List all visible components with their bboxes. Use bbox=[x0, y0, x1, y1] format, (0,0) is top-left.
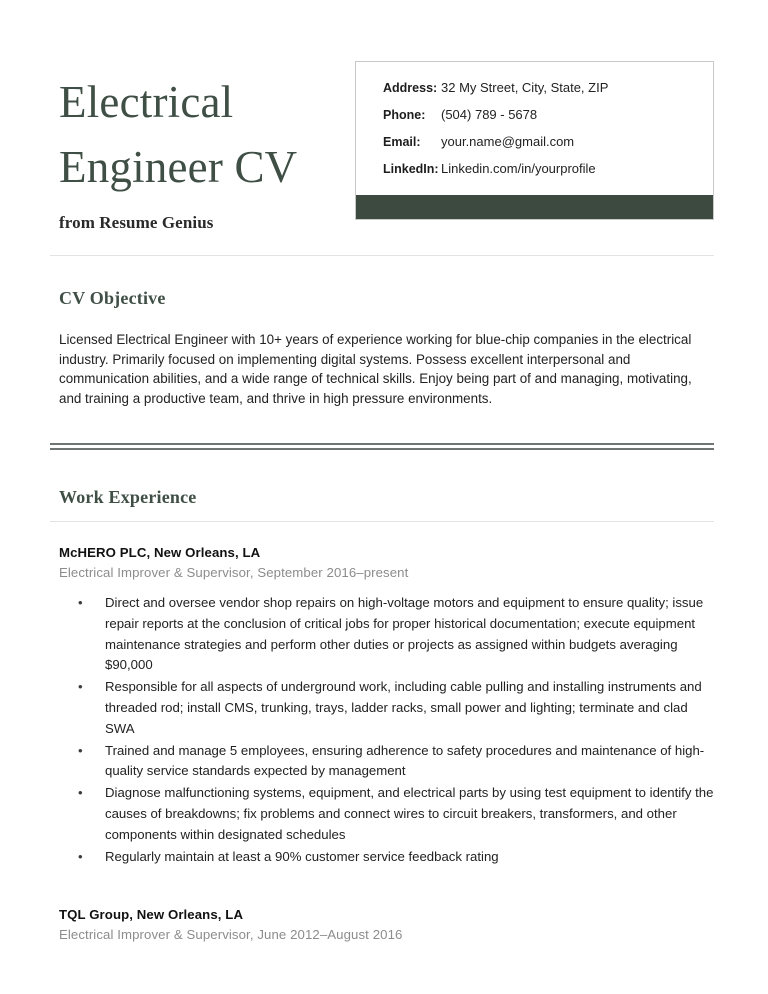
header-divider bbox=[50, 255, 714, 256]
contact-rows bbox=[356, 62, 713, 195]
contact-info-box bbox=[355, 61, 714, 220]
section-divider-double bbox=[50, 443, 714, 450]
job-entry bbox=[59, 907, 714, 942]
contact-row-address bbox=[356, 74, 713, 101]
bullet-dot-icon: • bbox=[78, 742, 83, 758]
job-company: McHERO PLC, New Orleans, LA bbox=[59, 545, 261, 560]
contact-label-email: Email: bbox=[383, 135, 421, 149]
work-experience-divider bbox=[50, 521, 714, 522]
section-heading-work-experience: Work Experience bbox=[59, 487, 197, 507]
contact-row-linkedin bbox=[356, 155, 713, 182]
list-item-text: Regularly maintain at least a 90% customer service feedback rating bbox=[105, 848, 499, 864]
list-item-text: Responsible for all aspects of underground work, including cable pulling and installing instruments and threaded rod; install CMS, trunking, trays, ladder racks, small power and lighting; terminate and clad SWA bbox=[105, 679, 702, 736]
contact-value-email: your.name@gmail.com bbox=[441, 134, 575, 149]
job-bullets bbox=[59, 593, 714, 867]
job-role: Electrical Improver & Supervisor, June 2012–August 2016 bbox=[59, 927, 403, 942]
page-title bbox=[59, 70, 349, 200]
list-item bbox=[59, 593, 714, 676]
list-item bbox=[59, 783, 714, 845]
job-entry bbox=[59, 545, 714, 868]
page-title-line2: Engineer CV bbox=[59, 142, 298, 192]
page-title-line1: Electrical bbox=[59, 77, 234, 127]
job-company: TQL Group, New Orleans, LA bbox=[59, 907, 244, 922]
bullet-dot-icon: • bbox=[78, 848, 83, 864]
bullet-dot-icon: • bbox=[78, 595, 83, 610]
cv-header bbox=[0, 0, 768, 250]
contact-value-linkedin: Linkedin.com/in/yourprofile bbox=[441, 161, 596, 176]
list-item bbox=[59, 741, 714, 783]
title-block bbox=[59, 70, 349, 233]
contact-label-address: Address: bbox=[383, 81, 438, 95]
contact-value-address: 32 My Street, City, State, ZIP bbox=[441, 80, 609, 95]
list-item-text: Direct and oversee vendor shop repairs on high-voltage motors and equipment to ensure quality; issue repair reports at the conclusion of critical jobs for proper historical documentation; execute equipment maintenance strategies and perform other duties or projects as assigned within budgets averaging $90,000 bbox=[105, 595, 704, 673]
contact-label-linkedin: LinkedIn: bbox=[383, 162, 439, 176]
list-item bbox=[59, 847, 714, 868]
list-item-text: Diagnose malfunctioning systems, equipment, and electrical parts by using test equipment to identify the causes of breakdowns; fix problems and connect wires to circuit breakers, transformers, and other components within designated schedules bbox=[105, 785, 714, 842]
contact-label-phone: Phone: bbox=[383, 108, 426, 122]
contact-value-phone: (504) 789 - 5678 bbox=[441, 107, 538, 122]
list-item-text: Trained and manage 5 employees, ensuring adherence to safety procedures and maintenance of high-quality service standards expected by management bbox=[105, 742, 705, 779]
job-role: Electrical Improver & Supervisor, September 2016–present bbox=[59, 565, 409, 580]
contact-row-email bbox=[356, 128, 713, 155]
objective-body: Licensed Electrical Engineer with 10+ years of experience working for blue-chip companies in the electrical industry. Primarily focused on implementing digital systems. Possess excellent interpersonal and communication abilities, and a wide range of technical skills. Enjoy being part of and managing, motivating, and training a productive team, and thrive in high pressure environments. bbox=[59, 332, 692, 406]
contact-accent-bar bbox=[356, 195, 713, 219]
bullet-dot-icon: • bbox=[78, 785, 83, 801]
section-heading-objective: CV Objective bbox=[59, 288, 166, 308]
bullet-dot-icon: • bbox=[78, 679, 83, 695]
contact-row-phone bbox=[356, 101, 713, 128]
page-subtitle: from Resume Genius bbox=[59, 213, 214, 232]
list-item bbox=[59, 677, 714, 739]
